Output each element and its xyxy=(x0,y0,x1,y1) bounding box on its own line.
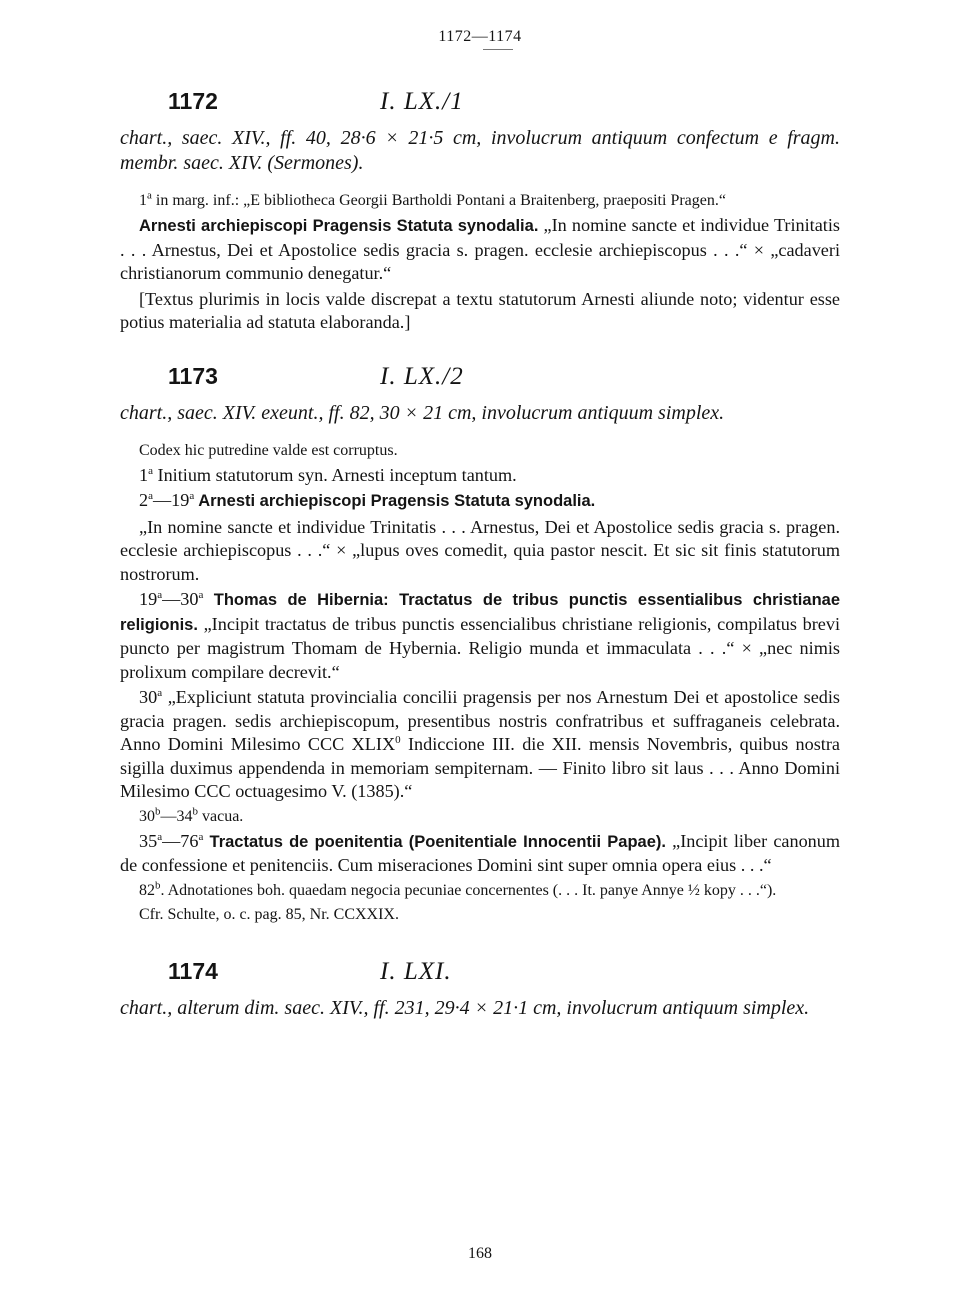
content-item: „In nomine sancte et individue Trinitatis . . . Arnestus, Dei et Apostolice sedis gracia s. pragen. ecclesie archiepiscopus . . .“ × „lupus oves comedit, quia pastor nescit. Et sic sit finis statutorum nostrorum. xyxy=(120,516,840,584)
editorial-note: [Textus plurimis in locis valde discrepat a textu statutorum Arnesti aliunde noto; videntur esse potius materialia ad statuta elaboranda.] xyxy=(120,288,840,332)
work-title: Thomas de Hibernia: Tractatus de tribus punctis essentialibus christianae religionis. xyxy=(120,591,840,634)
entry-number: 1173 xyxy=(168,362,218,389)
running-head: 1172—1174 xyxy=(120,28,840,50)
entry-heading xyxy=(120,958,840,986)
codex-description: chart., alterum dim. saec. XIV., ff. 231, 29·4 × 21·1 cm, involucrum antiquum simplex. xyxy=(120,996,810,1019)
provenance-note: 1$^a$ in marg. inf.: „E bibliotheca Georgii Bartholdi Pontani a Braitenberg, praepositi Pragen.“ xyxy=(139,189,726,209)
content-item: 35$^a$—76$^a$ Tractatus de poenitentia (Poenitentiale Innocentii Papae). „Incipit liber canonum de confessione et penitenciis. Cum miseraciones Domini sint super omnia opera eius . . .“ xyxy=(120,830,841,875)
condition-note: Codex hic putredine valde est corruptus. xyxy=(139,441,398,459)
content-item: 30$^a$ „Expliciunt statuta provincialia concilii pragensis per nos Arnestum Dei et apostolice sedis gracia pragen. sedis archiepiscopum, presentibus nostris confratribus et suffraganeis celebrata. Anno Domini Milesimo CCC XLIX$^0$ Indiccione III. die XII. mensis Novembris, quibus nostra sigilla duximus appendenda in memoriam sempiternam. — Finito libro sit laus . . . Anno Domini Milesimo CCC octuagesimo V. (1385).“ xyxy=(120,686,840,801)
work-title: Tractatus de poenitentia (Poenitentiale Innocentii Papae). xyxy=(203,832,666,851)
content-item: 82$^b$. Adnotationes boh. quaedam negocia pecuniae concernentes (. . . It. panye Annye ½ kopy . . .“). xyxy=(139,879,777,899)
entry-1173 xyxy=(120,363,840,926)
entry-heading xyxy=(120,363,840,391)
codex-description: chart., saec. XIV. exeunt., ff. 82, 30 × 21 cm, involucrum antiquum simplex. xyxy=(120,401,725,424)
content-item: 2$^a$—19$^a$ Arnesti archiepiscopi Pragensis Statuta synodalia. xyxy=(139,489,596,510)
entry-number: 1174 xyxy=(168,957,218,984)
content-item: 1$^a$ Initium statutorum syn. Arnesti inceptum tantum. xyxy=(139,464,517,485)
document-page xyxy=(120,28,840,1035)
work-title: Arnesti archiepiscopi Pragensis Statuta synodalia. xyxy=(194,492,596,510)
entry-1174 xyxy=(120,958,840,1021)
content-item: Arnesti archiepiscopi Pragensis Statuta synodalia. „In nomine sancte et individue Trinitatis . . . Arnestus, Dei et Apostolice sedis gracia s. pragen. ecclesie archiepiscopus . . .“ × „cadaveri christianorum communio denegatur.“ xyxy=(120,215,840,283)
reference-note: Cfr. Schulte, o. c. pag. 85, Nr. CCXXIX. xyxy=(139,905,399,923)
entry-number: 1172 xyxy=(168,88,218,114)
entry-heading xyxy=(120,88,840,116)
work-title: Arnesti archiepiscopi Pragensis Statuta synodalia. xyxy=(139,217,539,235)
content-item: 30$^b$—34$^b$ vacua. xyxy=(139,805,244,825)
entry-1172 xyxy=(120,88,840,335)
shelf-signature: I. LX./2 xyxy=(380,362,464,390)
page-number: 168 xyxy=(468,1245,492,1262)
codex-description: chart., saec. XIV., ff. 40, 28·6 × 21·5 cm, involucrum antiquum confectum e fragm. membr. saec. XIV. (Sermones). xyxy=(120,127,840,174)
shelf-signature: I. LX./1 xyxy=(380,88,464,115)
content-item: 19$^a$—30$^a$ Thomas de Hibernia: Tractatus de tribus punctis essentialibus christianae religionis. „Incipit tractatus de tribus punctis essencialibus christiane religionis, compilatus brevi puncto per magistrum Thomam de Hybernia. Religio munda et immaculata . . .“ × „nec nimis prolixum compilare decrevit.“ xyxy=(120,588,840,682)
shelf-signature: I. LXI. xyxy=(380,957,452,985)
